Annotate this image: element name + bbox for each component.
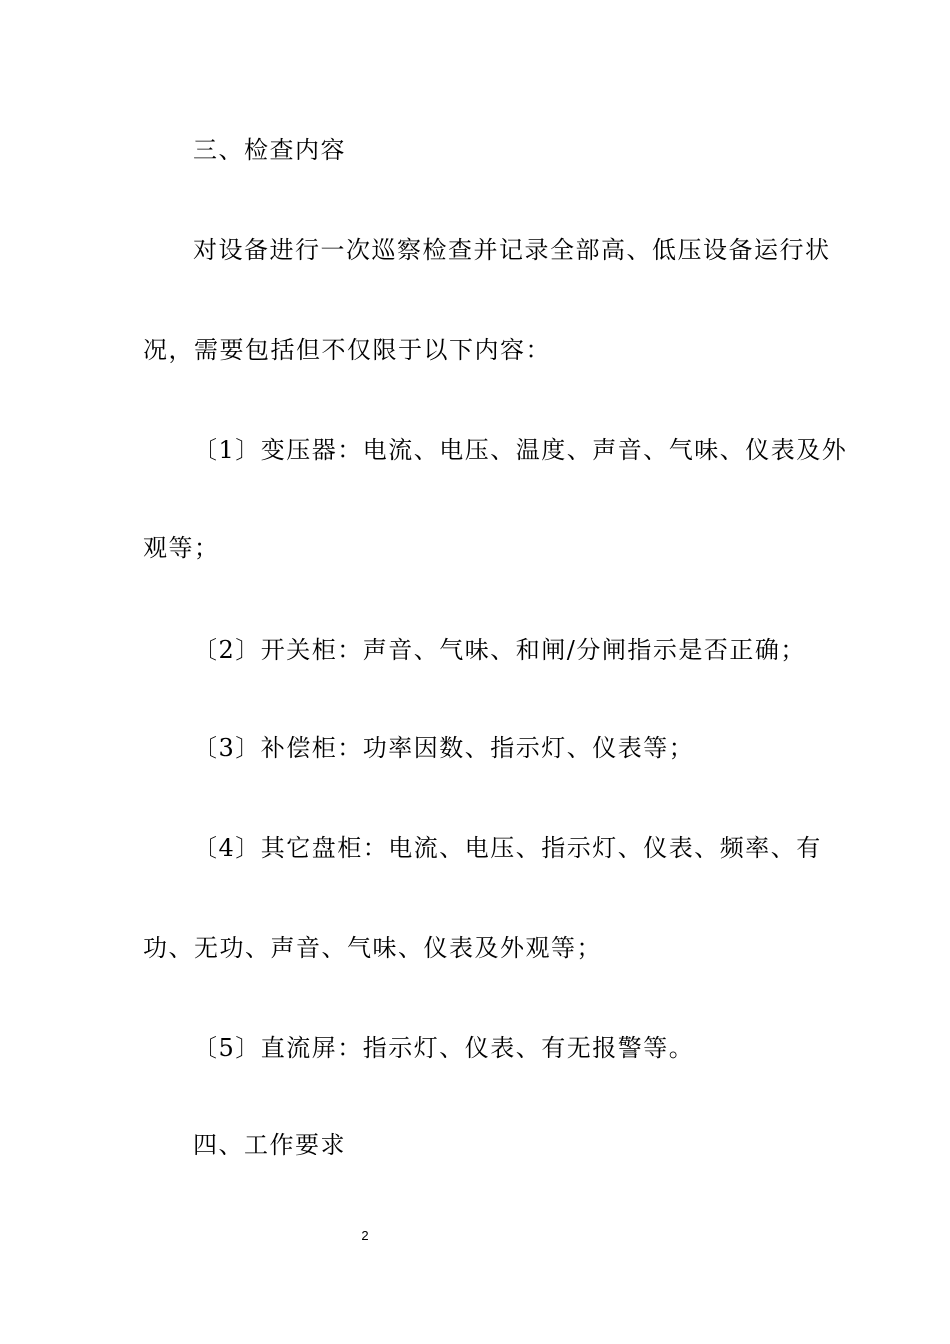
- section-heading-inspection-content: 三、检查内容: [193, 136, 346, 164]
- list-item-4-line-1: 〔4〕其它盘柜：电流、电压、指示灯、仪表、频率、有: [193, 834, 822, 862]
- list-item-4-line-2: 功、无功、声音、气味、仪表及外观等；: [143, 934, 602, 962]
- paragraph-intro-line-1: 对设备进行一次巡察检查并记录全部高、低压设备运行状: [193, 236, 831, 264]
- list-item-2: 〔2〕开关柜：声音、气味、和闸/分闸指示是否正确；: [193, 636, 806, 664]
- list-item-1-line-2: 观等；: [143, 534, 220, 562]
- list-item-1-line-1: 〔1〕变压器：电流、电压、温度、声音、气味、仪表及外: [193, 436, 848, 464]
- list-item-3: 〔3〕补偿柜：功率因数、指示灯、仪表等；: [193, 734, 695, 762]
- list-item-5: 〔5〕直流屏：指示灯、仪表、有无报警等。: [193, 1034, 695, 1062]
- page-number: 2: [361, 1228, 369, 1243]
- section-heading-work-requirements: 四、工作要求: [193, 1131, 346, 1159]
- paragraph-intro-line-2: 况，需要包括但不仅限于以下内容：: [143, 336, 551, 364]
